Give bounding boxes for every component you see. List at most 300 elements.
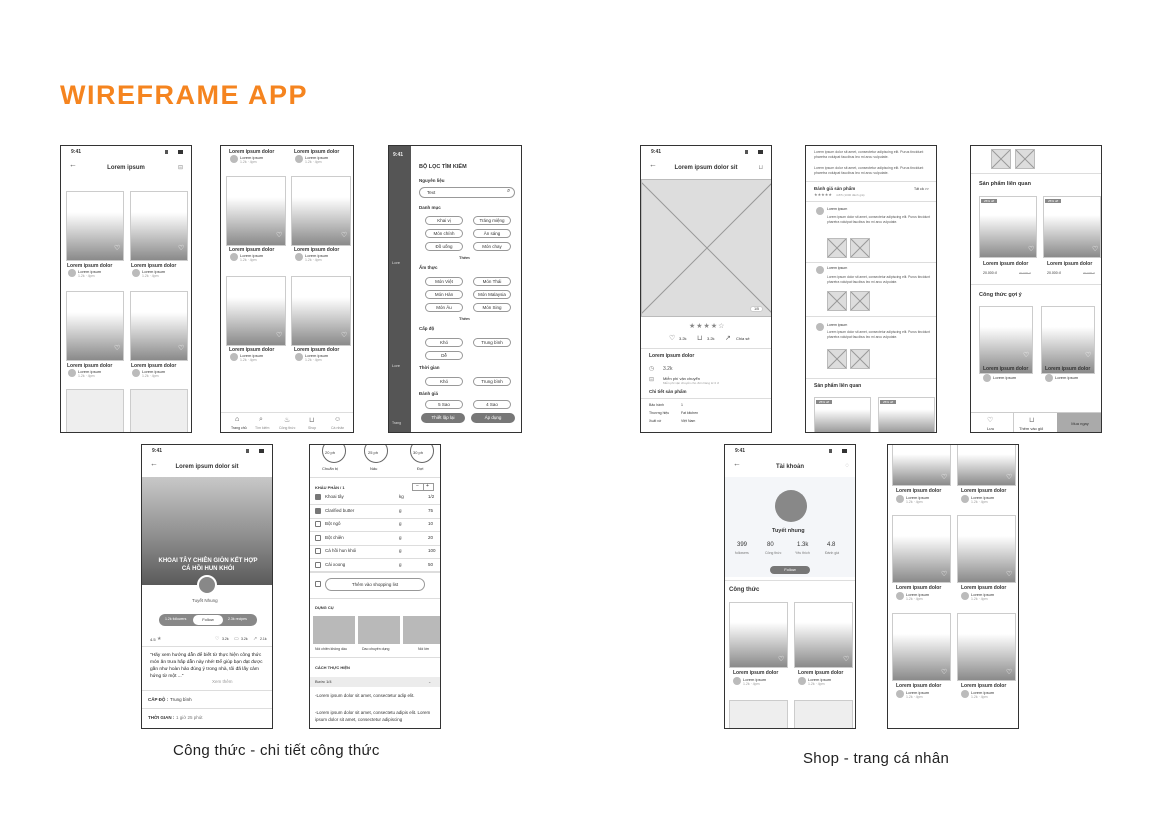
meta: 1.2k · 4pm [305, 160, 322, 164]
chip-level[interactable]: Khó [425, 338, 463, 347]
heart-icon[interactable]: ♡ [987, 417, 994, 424]
avatar [983, 374, 991, 382]
behind-text: Lore [392, 363, 401, 368]
nav-profile[interactable]: Cá nhân [331, 426, 345, 430]
see-more-link[interactable]: Xem thêm [212, 679, 233, 684]
meta: 1.2k · 4pm [305, 358, 322, 362]
discount-tag: 25% off [1045, 199, 1061, 203]
screen-ingredients [309, 444, 441, 729]
ingredient-search[interactable]: Text [419, 187, 515, 198]
card-title: Lorem ipsum dolor [131, 363, 177, 369]
step-label: Chuẩn bị [322, 466, 339, 471]
cart-icon[interactable]: ⊔ [1029, 417, 1035, 424]
divider [971, 284, 1101, 285]
nav-search[interactable]: Tìm kiếm [255, 426, 270, 430]
author: Lorem ipsum [240, 253, 264, 258]
ingredient-name: Bột ngô [325, 521, 341, 526]
tool-image[interactable] [313, 616, 355, 644]
heart-icon[interactable]: ♡ [276, 232, 283, 239]
status-bar: 9:41 [735, 448, 746, 454]
step-label: Đợi [417, 466, 424, 471]
follow-button[interactable]: Follow [193, 615, 223, 625]
meta: 1.2k · 4pm [78, 274, 95, 278]
avatar [733, 677, 741, 685]
screen-related [970, 145, 1102, 433]
divider [806, 378, 936, 379]
category-label: Danh mục [419, 205, 441, 210]
status-icons [165, 150, 183, 154]
card-title: Lorem ipsum dolor [131, 263, 177, 269]
chip-price[interactable]: 5 Sao [425, 400, 463, 409]
ingredient-name: Bột chiên [325, 534, 344, 540]
heart-icon[interactable]: ♡ [843, 656, 850, 663]
stat-label: followers [735, 551, 749, 555]
more-link[interactable]: Thêm [459, 316, 470, 321]
review-photo[interactable] [850, 291, 870, 311]
avatar [961, 495, 969, 503]
avatar [896, 690, 904, 698]
screen-title: Lorem ipsum dolor sit [175, 464, 239, 470]
meta: 1.2k · 4pm [971, 597, 988, 601]
discount-tag: 25% off [981, 199, 997, 203]
recipes-count: 2.3k recipes [228, 617, 247, 621]
ingredient-name: Cá hồi hun khói [325, 548, 357, 553]
divider [142, 646, 272, 647]
ingredient-checkbox[interactable] [315, 508, 321, 514]
old-price: 30.000 đ [1019, 271, 1031, 275]
heart-icon[interactable]: ♡ [1092, 246, 1099, 253]
heart-icon[interactable]: ♡ [1028, 246, 1035, 253]
cuisine-label: Ẩm thực [419, 265, 438, 270]
chip-category[interactable]: Tráng miệng [473, 216, 511, 225]
shipping: Miễn phí vận chuyển [663, 376, 700, 381]
divider [806, 262, 936, 263]
heart-icon[interactable]: ♡ [941, 571, 948, 578]
save-button[interactable]: Lưu [987, 426, 995, 431]
minus-icon[interactable]: − [416, 483, 419, 489]
like-count: 3.2k [222, 637, 229, 641]
avatar [132, 369, 140, 377]
card-title: Lorem ipsum dolor [896, 488, 942, 494]
stat-value: 1.3k [797, 542, 809, 548]
divider [310, 657, 440, 658]
plus-icon[interactable]: + [426, 483, 429, 489]
heart-icon[interactable]: ♡ [114, 345, 121, 352]
reset-button[interactable]: Thiết lập lại [421, 413, 465, 423]
heart-icon[interactable]: ♡ [1006, 669, 1013, 676]
nav-shop[interactable]: Shop [308, 426, 317, 430]
review-photo[interactable] [850, 349, 870, 369]
screen-recipe-detail [141, 444, 273, 729]
ingredient-amount: 20 [428, 534, 434, 540]
likes-count: 3.2k [679, 336, 687, 341]
avatar [816, 207, 824, 215]
recipe-card-image[interactable] [979, 306, 1033, 374]
screen-reviews [805, 145, 937, 433]
divider [310, 571, 440, 572]
meta: 1.2k · 4pm [906, 695, 923, 699]
recipe-card-image[interactable] [794, 700, 853, 729]
related-heading: Sản phẩm liên quan [979, 181, 1031, 187]
stat-value: 80 [767, 542, 774, 548]
divider [310, 545, 440, 546]
chevron-down-icon[interactable]: ⌄ [428, 679, 432, 684]
ingredient-checkbox[interactable] [315, 548, 321, 554]
chip-cuisine[interactable]: Món Việt [425, 277, 463, 286]
rating-stars: ★★★★★ [814, 192, 832, 197]
meta: 1.2k · 4pm [906, 500, 923, 504]
status-bar: 9:41 [71, 149, 82, 155]
recipe-card-image[interactable] [1041, 306, 1095, 374]
avatar [230, 353, 238, 361]
avatar [132, 269, 140, 277]
divider [310, 504, 440, 505]
status-bar: 9:41 [152, 448, 163, 454]
divider [806, 201, 936, 202]
share-icon[interactable]: ↗ [253, 636, 258, 642]
behind-text: Trang [392, 421, 402, 425]
divider [310, 558, 440, 559]
ingredient-name: Khoai tây [325, 494, 344, 499]
meta: 1.2k · 4pm [142, 274, 159, 278]
review-text: Lorem ipsum dolor sit amet, consectetur adipiscing elit. Purus tincidunt pharetra volutpat faucibus leo mi arcu vulputate. [827, 330, 930, 339]
heart-icon[interactable]: ♡ [941, 669, 948, 676]
chat-icon[interactable]: ◌ [845, 463, 849, 469]
bottom-nav [221, 412, 353, 432]
ingredient-checkbox[interactable] [315, 535, 321, 541]
chip-category[interactable]: Khai vị [425, 216, 463, 225]
caption-recipe: Công thức - chi tiết công thức [173, 742, 380, 759]
back-icon[interactable]: ← [649, 160, 657, 169]
add-to-cart-button[interactable]: Thêm vào giỏ [1019, 426, 1044, 431]
apply-button[interactable]: Áp dụng [471, 413, 515, 423]
avatar [816, 323, 824, 331]
heart-icon[interactable]: ♡ [341, 332, 348, 339]
chip-price[interactable]: 4 Sao [473, 400, 511, 409]
card-title: Lorem ipsum dolor [67, 263, 113, 269]
step-text: -Lorem ipsum dolor sit amet, consectetu adipis elit. Lorem ipsum dolor sit amet, consectetur adipiscing [315, 710, 431, 722]
separator [1013, 413, 1014, 433]
tag-icon: ◷ [649, 366, 655, 372]
behind-text: Lore [392, 260, 401, 265]
back-icon[interactable]: ← [69, 160, 77, 169]
checkbox[interactable] [315, 581, 321, 587]
recipe-quote: "Hãy xem hướng dẫn để biết từ thực hiện công thức món ăn trưa hấp dẫn này nhé! Để giúp bạn đạt được gần như hoàn hảo đúng ý trong nhà, tôi đã lấy cảm hứng từ một ..." [150, 653, 263, 679]
star-icon: ★ [157, 636, 162, 642]
share-icon[interactable]: ↗ [725, 335, 731, 342]
product-name: Lorem ipsum dolor [1047, 261, 1093, 267]
price-label: Đánh giá [419, 391, 439, 396]
chef-name: Tuyết Nhung [192, 598, 218, 603]
heart-icon[interactable]: ♡ [178, 245, 185, 252]
ingredient-amount: 1/2 [428, 494, 435, 499]
screen-account-grid [887, 444, 1019, 729]
search-icon[interactable]: ⌕ [507, 188, 511, 194]
divider [641, 398, 771, 399]
review-photo[interactable] [827, 238, 847, 258]
chip-category[interactable]: Ăn sáng [473, 229, 511, 238]
chip-category[interactable]: Món chay [473, 242, 511, 251]
card-title: Lorem ipsum dolor [229, 247, 275, 253]
filter-panel [411, 146, 522, 433]
author: Lorem ipsum [906, 690, 930, 695]
card-title: Lorem ipsum dolor [294, 247, 340, 253]
recipe-card-image[interactable] [130, 389, 188, 433]
heart-icon[interactable]: ♡ [114, 245, 121, 252]
time-value: 1 giờ 25 phút [176, 715, 203, 720]
chip-time[interactable]: Trung bình [473, 377, 511, 386]
avatar [896, 592, 904, 600]
divider [310, 598, 440, 599]
chip-time[interactable]: Khó [425, 377, 463, 386]
stat-label: Yêu thích [795, 551, 810, 555]
basket-icon[interactable]: ⊔ [697, 335, 703, 342]
chip-category[interactable]: Món chính [425, 229, 463, 238]
spec-key: Thương hiệu [649, 411, 670, 415]
chef-avatar[interactable] [197, 575, 217, 595]
suggest-heading: Công thức gợi ý [979, 292, 1022, 298]
action-bar [971, 412, 1101, 433]
author: Lorem ipsum [971, 690, 995, 695]
heart-icon[interactable]: ♡ [669, 335, 676, 342]
ingredient-amount: 50 [428, 561, 434, 567]
ingredient-label: Nguyên liệu [419, 178, 445, 183]
cart-icon[interactable]: ⊔ [309, 417, 315, 424]
avatar [1045, 374, 1053, 382]
card-title: Lorem ipsum dolor [896, 683, 942, 689]
portion-stepper[interactable] [412, 483, 434, 491]
description: Lorem ipsum dolor sit amet, consectetur adipiscing elit. Purus tincidunt pharetra volutpat faucibus leo mi arcu vulputate. [814, 166, 924, 175]
divider [142, 690, 272, 691]
more-link[interactable]: Thêm [459, 255, 470, 260]
rating-stars: ★★★★☆ [689, 323, 726, 330]
comment-icon[interactable]: ▭ [234, 636, 239, 642]
screen-recipe-list [60, 145, 192, 433]
spec-key: Bảo hành [649, 403, 664, 407]
chip-cuisine[interactable]: Món Thái [473, 277, 511, 286]
section-heading: Công thức [729, 587, 760, 593]
ingredient-unit: g [399, 507, 402, 513]
rating-summary: 4.8/5 (1000 đánh giá) [836, 193, 865, 197]
avatar [68, 369, 76, 377]
discount-tag: 25% off [880, 400, 896, 404]
stat-label: Đánh giá [825, 551, 840, 555]
page-title: WIREFRAME APP [60, 80, 308, 110]
detail-heading: Chi tiết sản phẩm [649, 389, 687, 394]
heart-icon[interactable]: ♡ [778, 656, 785, 663]
follow-button[interactable]: Follow [770, 566, 810, 574]
heart-icon[interactable]: ♡ [1006, 474, 1013, 481]
review-photo[interactable] [827, 291, 847, 311]
card-title: Lorem ipsum dolor [1045, 366, 1091, 372]
divider [971, 173, 1101, 174]
status-bar: 9:41 [393, 152, 404, 158]
avatar [798, 677, 806, 685]
card-title: Lorem ipsum dolor [229, 347, 275, 353]
divider [310, 531, 440, 532]
heart-icon[interactable]: ♡ [341, 232, 348, 239]
tool-image[interactable] [403, 616, 441, 644]
ingredient-amount: 10 [428, 521, 434, 526]
screen-filter [388, 145, 522, 433]
chip-cuisine[interactable]: Món Hàn [425, 290, 463, 299]
card-title: Lorem ipsum dolor [733, 670, 779, 676]
avatar [961, 592, 969, 600]
avatar [295, 353, 303, 361]
ingredient-unit: g [399, 561, 402, 567]
ingredient-checkbox[interactable] [315, 494, 321, 500]
stat-label: Công thức [765, 551, 782, 555]
see-all-link[interactable]: Tất cả >> [914, 187, 929, 191]
heart-icon[interactable]: ♡ [941, 474, 948, 481]
meta: 1.2k · 4pm [305, 258, 322, 262]
heart-icon[interactable]: ♡ [276, 332, 283, 339]
ingredient-name: Clarified butter [325, 507, 355, 513]
meta: 1.2k · 4pm [240, 160, 257, 164]
discount-tag: 25% off [816, 400, 832, 404]
followers-count: 1.2k followers [165, 617, 187, 621]
avatar [896, 495, 904, 503]
card-title: Lorem ipsum dolor [983, 366, 1029, 372]
product-image[interactable] [641, 179, 772, 317]
dish-title: KHOAI TÂY CHIÊN GIÒN KẾT HỢP CÁ HỒI HUN KHÓI [158, 558, 258, 572]
spec-value: Việt Nam [681, 419, 696, 423]
add-shopping-list-button[interactable]: Thêm vào shopping list [325, 578, 425, 591]
user-icon[interactable]: ☺ [334, 416, 342, 423]
recipe-icon[interactable]: ♨ [284, 417, 291, 424]
time-label: THỜI GIAN : [148, 715, 175, 720]
author: Lorem ipsum [305, 253, 329, 258]
chip-level[interactable]: Trung bình [473, 338, 511, 347]
screen-feed [220, 145, 354, 433]
divider [310, 477, 440, 478]
ingredient-name: Cải xoong [325, 561, 346, 567]
author: Lorem ipsum [142, 269, 166, 274]
nav-recipe[interactable]: Công thức [279, 426, 296, 430]
reviewer: Lorem ipsum [827, 266, 848, 270]
search-icon[interactable]: ⌕ [259, 416, 263, 423]
avatar [230, 155, 238, 163]
home-icon[interactable]: ⌂ [235, 416, 240, 423]
review-photo[interactable] [827, 349, 847, 369]
ingredient-checkbox[interactable] [315, 521, 321, 527]
chip-level[interactable]: Dễ [425, 351, 463, 360]
chip-cuisine[interactable]: Món Malaysia [473, 290, 511, 299]
heart-icon[interactable]: ♡ [1085, 352, 1092, 359]
author: Lorem ipsum [971, 495, 995, 500]
review-photo[interactable] [850, 238, 870, 258]
chip-cuisine[interactable]: Món Sing [473, 303, 511, 312]
time-label: Thời gian [419, 365, 440, 370]
heart-icon[interactable]: ♡ [178, 345, 185, 352]
card-title: Lorem ipsum dolor [294, 347, 340, 353]
ingredient-checkbox[interactable] [315, 562, 321, 568]
buy-now-button[interactable]: Mua ngay [1057, 413, 1102, 433]
cart-icon[interactable]: ⊔ [758, 165, 763, 171]
divider [806, 316, 936, 317]
product-price: 3.2k [663, 366, 673, 372]
spec-key: Xuất xứ [649, 419, 662, 423]
chip-category[interactable]: Đồ uống [425, 242, 463, 251]
author: Lorem ipsum [906, 592, 930, 597]
author: Lorem ipsum [142, 369, 166, 374]
avatar[interactable] [775, 490, 807, 522]
level-value: Trung bình [170, 697, 192, 702]
filter-heading: BỘ LỌC TÌM KIẾM [419, 164, 467, 170]
product-price: 20.000 đ [1047, 271, 1061, 275]
shipping-sub: Miễn phí vận chuyển cho đơn hàng từ 0 đ [663, 381, 719, 385]
share-count: 2.1k [260, 637, 267, 641]
author: Lorem ipsum [78, 269, 102, 274]
step-label: Nấu [370, 466, 378, 471]
author: Lorem ipsum [240, 353, 264, 358]
level-label: CẤP ĐỘ : [148, 697, 169, 702]
spec-value: 1 [681, 403, 683, 407]
ingredient-amount: 75 [428, 507, 434, 513]
product-thumb[interactable] [991, 149, 1011, 169]
avatar [68, 269, 76, 277]
product-price: 20.000 đ [983, 271, 997, 275]
comment-count: 3.2k [241, 637, 248, 641]
meta: 1.2k · 4pm [240, 258, 257, 262]
divider [806, 181, 936, 182]
meta: 1.2k · 4pm [743, 682, 760, 686]
method-heading: CÁCH THỰC HIỆN [315, 665, 350, 670]
back-icon[interactable]: ← [733, 459, 741, 468]
screen-account [724, 444, 856, 729]
tools-heading: DỤNG CỤ [315, 605, 334, 610]
recipe-card-image[interactable] [66, 389, 124, 433]
tool-image[interactable] [358, 616, 400, 644]
saves-count: 3.2k [707, 336, 715, 341]
divider [310, 518, 440, 519]
avatar [295, 253, 303, 261]
meta: 1.2k · 4pm [78, 374, 95, 378]
author: Lorem ipsum [305, 353, 329, 358]
reviewer: Lorem ipsum [827, 323, 848, 327]
stat-value: 4.8 [827, 542, 836, 548]
old-price: 30.000 đ [1083, 271, 1095, 275]
card-title: Lorem ipsum dolor [229, 149, 275, 155]
product-name: Lorem ipsum dolor [983, 261, 1029, 267]
time-value: 30 ph [413, 450, 424, 455]
rating-value: 4.5 [150, 637, 156, 642]
avatar [816, 266, 824, 274]
author: Lorem ipsum [971, 592, 995, 597]
nav-home[interactable]: Trang chủ [231, 426, 247, 430]
recipe-card-image[interactable] [729, 700, 788, 729]
card-title: Lorem ipsum dolor [798, 670, 844, 676]
caption-shop: Shop - trang cá nhân [803, 750, 950, 767]
author: Lorem ipsum [240, 155, 264, 160]
review-text: Lorem ipsum dolor sit amet, consectetur adipiscing elit. Purus tincidunt pharetra volutpat faucibus leo mi arcu vulputate. [827, 215, 930, 224]
share-label[interactable]: Chia sẻ [736, 336, 750, 341]
time-value: 20 ph [325, 450, 336, 455]
back-icon[interactable]: ← [150, 459, 158, 468]
card-title: Lorem ipsum dolor [896, 585, 942, 591]
chip-cuisine[interactable]: Món Âu [425, 303, 463, 312]
level-label: Cấp độ [419, 326, 435, 331]
profile-name: Tuyết nhung [772, 528, 805, 534]
heart-icon[interactable]: ♡ [1023, 352, 1030, 359]
bookmark-icon[interactable]: ⊟ [177, 165, 183, 171]
author: Lorem ipsum [1055, 375, 1079, 380]
heart-icon[interactable]: ♡ [1006, 571, 1013, 578]
product-thumb[interactable] [1015, 149, 1035, 169]
heart-icon[interactable]: ♡ [215, 636, 220, 642]
author: Lorem ipsum [808, 677, 832, 682]
step-selector[interactable]: Bước 1/4 [310, 677, 441, 687]
